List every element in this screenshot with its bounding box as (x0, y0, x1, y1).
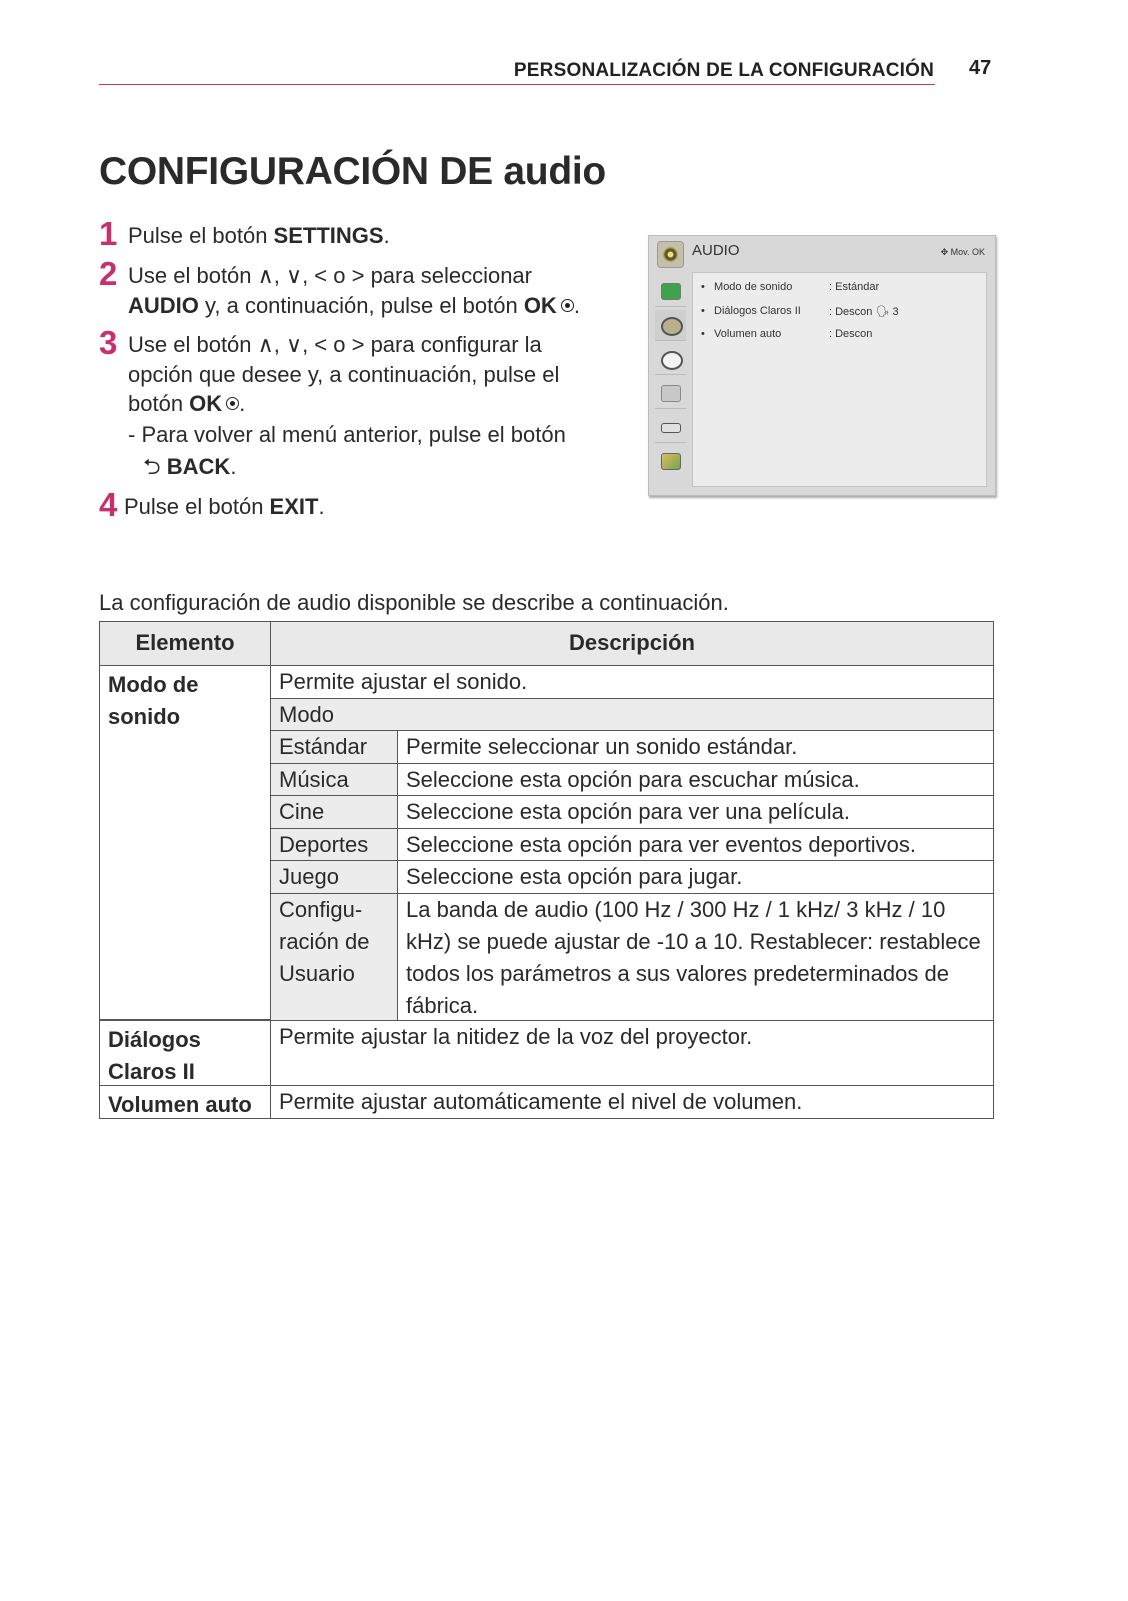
voice-icon: 🗣 (875, 306, 890, 318)
volumen-description: Permite ajustar automáticamente el nivel de volumen. (270, 1085, 994, 1119)
step-2-line-2: AUDIO y, a continuación, pulse el botón OK . (128, 293, 580, 318)
audio-icon[interactable] (655, 310, 686, 341)
element-modo-sonido: Modo de sonido (99, 665, 271, 1020)
intro-text: La configuración de audio disponible se describe a continuación. (99, 590, 729, 615)
mode-value: Permite seleccionar un sonido estándar. (397, 730, 994, 764)
modo-description: Permite ajustar el sonido. (270, 665, 994, 699)
mode-value: Seleccione esta opción para escuchar música. (397, 763, 994, 796)
section-header-title: PERSONALIZACIÓN DE LA CONFIGURACIÓN (513, 60, 934, 81)
mode-key: Juego (270, 860, 398, 894)
option-volumen-auto[interactable]: • Volumen auto (701, 328, 782, 340)
arrow-buttons-icon: ∧, ∨, < o > (257, 332, 365, 357)
step-number: 1 (99, 215, 118, 252)
menu-sidebar (649, 272, 692, 485)
element-volumen: Volumen auto (99, 1085, 271, 1119)
back-icon: ⮌ (143, 454, 161, 479)
move-icon: ✥ (940, 247, 949, 257)
step-3-line-4: - Para volver al menú anterior, pulse el botón (128, 422, 566, 447)
menu-title: AUDIO (692, 242, 740, 259)
table-header-descripcion: Descripción (270, 621, 994, 666)
mode-key: Deportes (270, 828, 398, 861)
element-dialogos: Diálogos Claros II (99, 1020, 271, 1086)
mode-key: Música (270, 763, 398, 796)
modo-subheader: Modo (270, 698, 994, 731)
ok-button-icon (561, 299, 574, 312)
media-icon[interactable] (655, 446, 686, 476)
input-icon[interactable] (655, 412, 686, 443)
audio-settings-table (99, 621, 994, 1130)
step-number: 3 (99, 324, 118, 361)
option-value: : Descon 🗣 3 (829, 306, 899, 318)
navigation-hint: ✥ Mov. OK (940, 247, 985, 257)
step-3-line-2: opción que desee y, a continuación, pulse el (128, 362, 560, 387)
header-divider (99, 84, 935, 85)
step-2-line-1: Use el botón ∧, ∨, < o > para seleccionar (128, 263, 532, 288)
page-number: 47 (969, 57, 992, 79)
step-4-text: Pulse el botón EXIT. (124, 494, 325, 519)
option-value: : Descon (829, 328, 873, 340)
mode-value: Seleccione esta opción para ver eventos deportivos. (397, 828, 994, 861)
mode-value: Seleccione esta opción para ver una película. (397, 795, 994, 829)
menu-options-panel (692, 272, 987, 487)
step-3-line-1: Use el botón ∧, ∨, < o > para configurar la (128, 332, 542, 357)
mode-value: Seleccione esta opción para jugar. (397, 860, 994, 894)
audio-speaker-icon (657, 241, 684, 268)
step-number: 2 (99, 255, 118, 292)
mode-key-usuario: Configu-ración de Usuario (270, 893, 398, 1021)
time-icon[interactable] (655, 344, 686, 375)
option-dialogos[interactable]: • Diálogos Claros II (701, 305, 801, 317)
page-title: CONFIGURACIÓN DE audio (99, 150, 606, 193)
table-header-elemento: Elemento (99, 621, 271, 666)
menu-header (649, 236, 995, 272)
option-modo-sonido[interactable]: • Modo de sonido (701, 281, 793, 293)
step-1-text: Pulse el botón SETTINGS. (128, 223, 390, 248)
mode-key: Estándar (270, 730, 398, 764)
options-icon[interactable] (655, 378, 686, 409)
step-number: 4 (99, 486, 118, 523)
dialogos-description: Permite ajustar la nitidez de la voz del proyector. (270, 1020, 994, 1086)
option-value: : Estándar (829, 281, 880, 293)
mode-value-usuario: La banda de audio (100 Hz / 300 Hz / 1 kHz/ 3 kHz / 10 kHz) se puede ajustar de -10 a 10. Restablecer: restablece todos los parámetros a sus valores predeterminados de fábrica. (397, 893, 994, 1021)
mode-key: Cine (270, 795, 398, 829)
arrow-buttons-icon: ∧, ∨, < o > (257, 263, 365, 288)
ok-button-icon (226, 397, 239, 410)
picture-icon[interactable] (655, 276, 686, 307)
step-3-line-5: ⮌ BACK. (143, 454, 237, 479)
audio-menu-screenshot (648, 235, 996, 496)
step-3-line-3: botón OK . (128, 391, 246, 416)
